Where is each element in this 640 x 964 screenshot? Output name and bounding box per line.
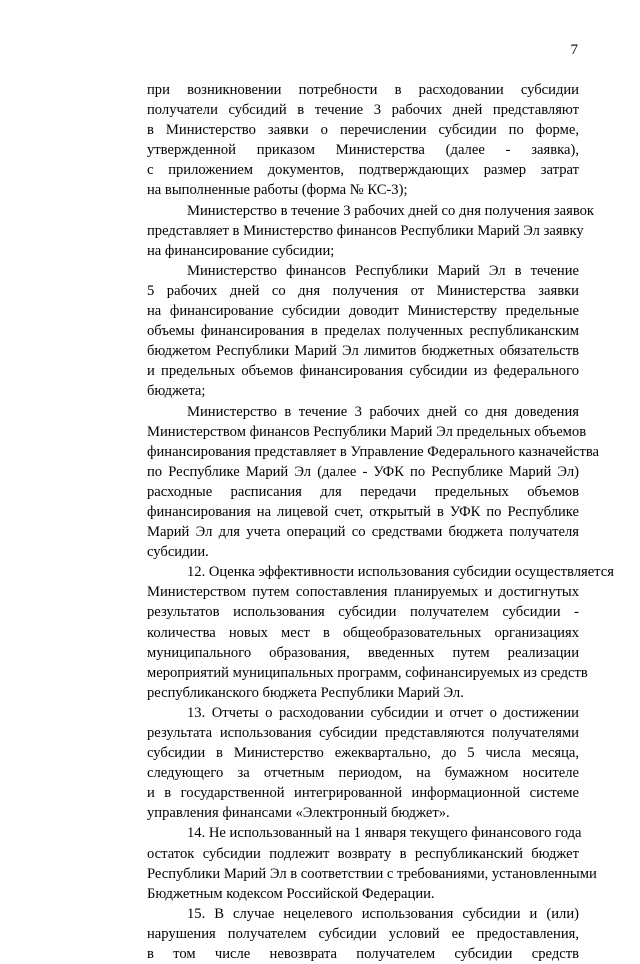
text-line: муниципального образования, введенных путем реализации — [147, 644, 579, 661]
text-line: финансирования на лицевой счет, открытый в УФК по Республике — [147, 503, 579, 520]
text-line: управления финансами «Электронный бюджет». — [147, 805, 450, 822]
text-line: Министерство финансов Республики Марий Эл в течение — [187, 262, 579, 279]
text-line: бюджетом Республики Марий Эл лимитов бюджетных обязательств — [147, 343, 579, 360]
text-line: Министерством путем сопоставления планируемых и достигнутых — [147, 584, 579, 601]
text-line: по Республике Марий Эл (далее - УФК по Республике Марий Эл) — [147, 463, 579, 480]
text-line: расходные расписания для передачи предельных объемов — [147, 483, 579, 500]
text-line: субсидии. — [147, 544, 209, 561]
paragraph — [107, 904, 579, 964]
text-line: субсидии в Министерство ежеквартально, до 5 числа месяца, — [147, 745, 579, 762]
text-line: результатов использования субсидии получателем субсидии - — [147, 604, 579, 621]
text-line: Марий Эл для учета операций со средствами бюджета получателя — [147, 524, 579, 541]
paragraph — [107, 201, 594, 261]
text-line: Министерством финансов Республики Марий Эл предельных объемов — [147, 423, 587, 440]
text-line: Министерство в течение 3 рабочих дней со дня доведения — [187, 403, 579, 420]
text-line: бюджета; — [147, 383, 206, 400]
text-line: количества новых мест в общеобразовательных организациях — [147, 624, 579, 641]
text-line: 14. Не использованный на 1 января текущего финансового года — [187, 825, 582, 842]
text-line: представляет в Министерство финансов Республики Марий Эл заявку — [147, 222, 584, 239]
text-line: нарушения получателем субсидии условий ее предоставления, — [147, 925, 579, 942]
text-line: 12. Оценка эффективности использования субсидии осуществляется — [187, 564, 614, 581]
text-line: Министерство в течение 3 рабочих дней со дня получения заявок — [187, 202, 594, 219]
text-line: получатели субсидий в течение 3 рабочих дней представляют — [147, 102, 579, 119]
text-line: на финансирование субсидии доводит Министерству предельные — [147, 303, 579, 320]
text-line: остаток субсидии подлежит возврату в республиканский бюджет — [147, 845, 579, 862]
text-line: с приложением документов, подтверждающих размер затрат — [147, 162, 579, 179]
text-line: мероприятий муниципальных программ, софинансируемых из средств — [147, 664, 588, 681]
text-line: Республики Марий Эл в соответствии с требованиями, установленными — [147, 865, 597, 882]
text-line: Бюджетным кодексом Российской Федерации. — [147, 885, 435, 902]
paragraph — [107, 703, 579, 824]
text-line: и в государственной интегрированной информационной системе — [147, 785, 579, 802]
paragraph — [107, 80, 579, 201]
text-line: 15. В случае нецелевого использования субсидии и (или) — [187, 905, 579, 922]
page-number: 7 — [570, 42, 578, 58]
paragraph — [107, 562, 614, 703]
paragraph — [107, 402, 600, 563]
text-line: объемы финансирования в пределах полученных республиканским — [147, 323, 579, 340]
text-line: и предельных объемов финансирования субсидии из федерального — [147, 363, 579, 380]
document-body — [107, 80, 614, 964]
text-line: финансирования представляет в Управление Федерального казначейства — [147, 443, 600, 460]
paragraph — [107, 261, 579, 402]
text-line: 13. Отчеты о расходовании субсидии и отчет о достижении — [187, 704, 579, 721]
text-line: утвержденной приказом Министерства (далее - заявка), — [147, 142, 579, 159]
text-line: 5 рабочих дней со дня получения от Министерства заявки — [147, 282, 579, 299]
text-line: республиканского бюджета Республики Марий Эл. — [147, 684, 464, 701]
text-line: на выполненные работы (форма № КС-3); — [147, 182, 408, 199]
text-line: результата использования субсидии представляются получателями — [147, 725, 579, 741]
text-line: в том числе невозврата получателем субсидии средств — [147, 946, 579, 963]
text-line: следующего за отчетным периодом, на бумажном носителе — [147, 765, 579, 782]
text-line: при возникновении потребности в расходовании субсидии — [147, 82, 579, 98]
text-line: на финансирование субсидии; — [147, 242, 335, 259]
paragraph — [107, 823, 597, 903]
text-line: в Министерство заявки о перечислении субсидии по форме, — [147, 122, 579, 139]
